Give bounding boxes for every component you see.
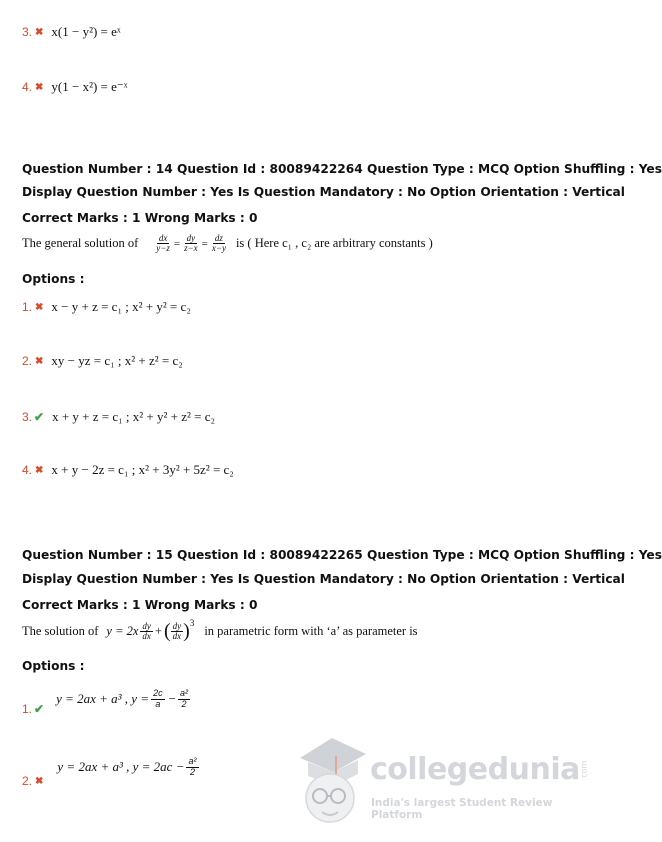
option-equation: x − y + z = c₁ ; x² + y² = c₂ (51, 299, 191, 314)
wrong-mark-icon: ✖ (35, 355, 44, 367)
q15-option-1[interactable]: 1. ✔ y = 2ax + a³ , y = $\frac{2c}{a}$ − $\frac{\text{a²}}{2}$ (22, 688, 188, 716)
correct-check-icon: ✔ (34, 702, 45, 716)
wrong-mark-icon: ✖ (35, 301, 44, 313)
option-equation: x + y + z = c₁ ; x² + y² + z² = c₂ (52, 409, 216, 424)
q14-option-3[interactable] (22, 409, 215, 425)
fraction-a2-2: $\frac{\text{a²}}{2}$ (188, 756, 197, 777)
correct-check-icon: ✔ (34, 410, 45, 424)
q15-text-post: in parametric form with ‘a’ as parameter is (204, 624, 418, 638)
option-equation: xy − yz = c₁ ; x² + z² = c₂ (51, 353, 183, 368)
q14-option-1[interactable] (22, 299, 191, 315)
fraction-a2-2: $\frac{\text{a²}}{2}$ (179, 688, 188, 709)
q15-text-pre: The solution of (22, 624, 99, 638)
q14-meta-line2: Display Question Number : Yes Is Question Mandatory : No Option Orientation : Vertical (22, 185, 625, 199)
q14-marks: Correct Marks : 1 Wrong Marks : 0 (22, 211, 258, 225)
fraction-dx: $\frac{dx}{y-z}$ (156, 233, 170, 254)
option-number: 1. (22, 702, 33, 716)
watermark-suffix: .com (579, 760, 589, 781)
option-number: 4. (22, 80, 33, 94)
wrong-mark-icon: ✖ (35, 464, 44, 476)
option-equation: x(1 − y²) = eˣ (51, 24, 121, 39)
q14-option-2[interactable] (22, 353, 183, 369)
q14-question-text: The general solution of $\frac{dx}{y-z}$ = $\frac{dy}{z-x}$ = $\frac{dz}{x-y}$ is ( Here c₁ , c₂ are arbitrary constants ) (22, 233, 433, 254)
q14-option-4[interactable] (22, 462, 234, 478)
watermark-tagline: India's largest Student Review Platform (371, 797, 553, 821)
collegedunia-mascot-icon (292, 736, 368, 831)
q15-marks: Correct Marks : 1 Wrong Marks : 0 (22, 598, 258, 612)
option-number: 2. (22, 354, 33, 368)
option-equation: y = 2ax + a³ , y = 2ac − (57, 759, 185, 774)
q15-text-eq: y = 2x (106, 624, 139, 638)
prev-option-3 (22, 24, 121, 40)
q14-meta-line1: Question Number : 14 Question Id : 80089422264 Question Type : MCQ Option Shuffling : Yes (22, 162, 662, 176)
fraction-dy-dx-squared: $\frac{dy}{dx}$ (172, 620, 182, 641)
option-number: 3. (22, 25, 33, 39)
q15-meta-line2: Display Question Number : Yes Is Question Mandatory : No Option Orientation : Vertical (22, 572, 625, 586)
fraction-2c-a: $\frac{2c}{a}$ (153, 688, 163, 709)
prev-option-4 (22, 79, 128, 95)
q14-options-label: Options : (22, 272, 85, 286)
q15-options-label: Options : (22, 659, 85, 673)
fraction-dy-dx: $\frac{dy}{dx}$ (142, 620, 151, 641)
q14-text-pre: The general solution of (22, 236, 139, 251)
q15-meta-line1: Question Number : 15 Question Id : 80089422265 Question Type : MCQ Option Shuffling : Yes (22, 548, 662, 562)
wrong-mark-icon: ✖ (35, 775, 44, 787)
fraction-dy: $\frac{dy}{z-x}$ (184, 233, 198, 254)
q15-question-text: The solution of y = 2x $\frac{dy}{dx}$ + ( $\frac{dy}{dx}$ ) 3 in parametric form with ‘a’ as parameter is (22, 618, 418, 642)
option-number: 3. (22, 410, 33, 424)
option-equation: y(1 − x²) = e⁻ˣ (51, 79, 128, 94)
wrong-mark-icon: ✖ (35, 26, 44, 38)
option-number: 1. (22, 300, 33, 314)
q15-option-2[interactable] (22, 746, 201, 788)
watermark-brand: collegedunia (370, 752, 580, 787)
option-equation: y = 2ax + a³ , y = (56, 691, 150, 706)
option-equation: x + y − 2z = c₁ ; x² + 3y² + 5z² = c₂ (51, 462, 234, 477)
q14-text-post: is ( Here c₁ , c₂ are arbitrary constants ) (235, 236, 433, 251)
fraction-dz: $\frac{dz}{x-y}$ (211, 233, 226, 254)
option-number: 2. (22, 774, 33, 788)
wrong-mark-icon: ✖ (35, 81, 44, 93)
option-number: 4. (22, 463, 33, 477)
